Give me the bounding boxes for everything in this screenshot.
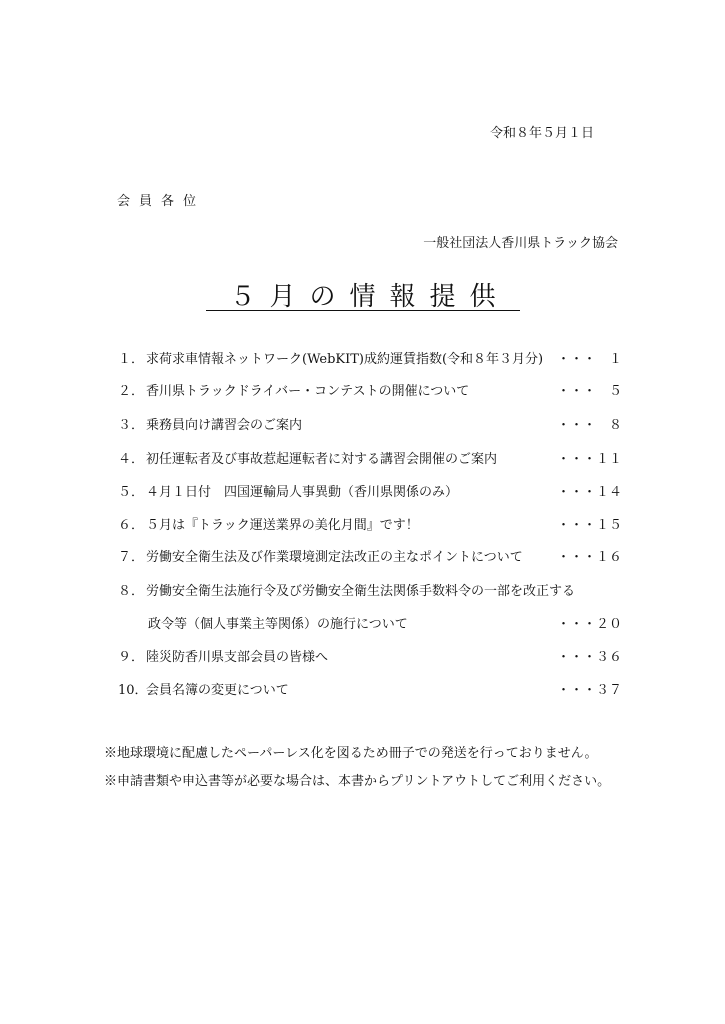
toc-number: ５． (118, 485, 145, 500)
toc-page: ・・・１５ (556, 518, 622, 533)
toc-page: ・・・２０ (556, 617, 622, 632)
toc-item-8 (0, 580, 725, 600)
toc-item-5 (0, 481, 725, 501)
toc-number: １． (118, 352, 145, 367)
toc-page: ・・・ １ (556, 352, 622, 367)
toc-item-9 (0, 646, 725, 666)
toc-item-10 (0, 679, 725, 699)
toc-page: ・・・３６ (556, 650, 622, 665)
toc-item-7 (0, 546, 725, 566)
toc-page: ・・・１１ (556, 452, 622, 467)
toc-item-6 (0, 514, 725, 534)
toc-label: 香川県トラックドライバー・コンテストの開催について (146, 384, 470, 399)
toc-page: ・・・ ５ (556, 384, 622, 399)
toc-item-3 (0, 414, 725, 434)
toc-label: 初任運転者及び事故惹起運転者に対する講習会開催のご案内 (146, 452, 498, 467)
toc-label: ５月は『トラック運送業界の美化月間』です！ (146, 518, 419, 533)
toc-page: ・・・３７ (556, 683, 622, 698)
toc-item-1 (0, 348, 725, 368)
toc-label: 陸災防香川県支部会員の皆様へ (146, 650, 329, 665)
toc-label: 労働安全衛生法施行令及び労働安全衛生法関係手数料令の一部を改正する (146, 584, 576, 599)
toc-number: ６． (118, 518, 145, 533)
toc-label: 求荷求車情報ネットワーク(WebKIT)成約運賃指数(令和８年３月分) (146, 352, 544, 367)
toc-number: ２． (118, 384, 145, 399)
toc-label: 政令等（個人事業主等関係）の施行について (148, 617, 408, 632)
toc-item-2 (0, 380, 725, 400)
toc-label: ４月１日付 四国運輸局人事異動（香川県関係のみ） (146, 485, 459, 500)
toc-page: ・・・１６ (556, 550, 622, 565)
paperless-note: ※地球環境に配慮したペーパーレス化を図るため冊子での発送を行っておりません。 (104, 746, 598, 761)
toc-label: 会員名簿の変更について (146, 683, 289, 698)
toc-number: 10． (118, 683, 148, 698)
document-title: ５月の情報提供 (229, 282, 510, 312)
toc-label: 労働安全衛生法及び作業環境測定法改正の主なポイントについて (146, 550, 523, 565)
document-date: 令和８年５月１日 (489, 126, 594, 141)
recipient-line: 会員各位 (117, 194, 206, 209)
toc-number: ８． (118, 584, 145, 599)
toc-number: ４． (118, 452, 145, 467)
title-underline (206, 310, 520, 311)
toc-page: ・・・ ８ (556, 418, 622, 433)
printout-note: ※申請書類や申込書等が必要な場合は、本書からプリントアウトしてご利用ください。 (104, 774, 611, 789)
toc-page: ・・・１４ (556, 485, 622, 500)
toc-number: ３． (118, 418, 145, 433)
sender-organization: 一般社団法人香川県トラック協会 (423, 236, 618, 251)
toc-item-8-continued (0, 613, 725, 633)
toc-label: 乗務員向け講習会のご案内 (146, 418, 303, 433)
toc-number: ７． (118, 550, 145, 565)
toc-item-4 (0, 448, 725, 468)
toc-number: ９． (118, 650, 145, 665)
